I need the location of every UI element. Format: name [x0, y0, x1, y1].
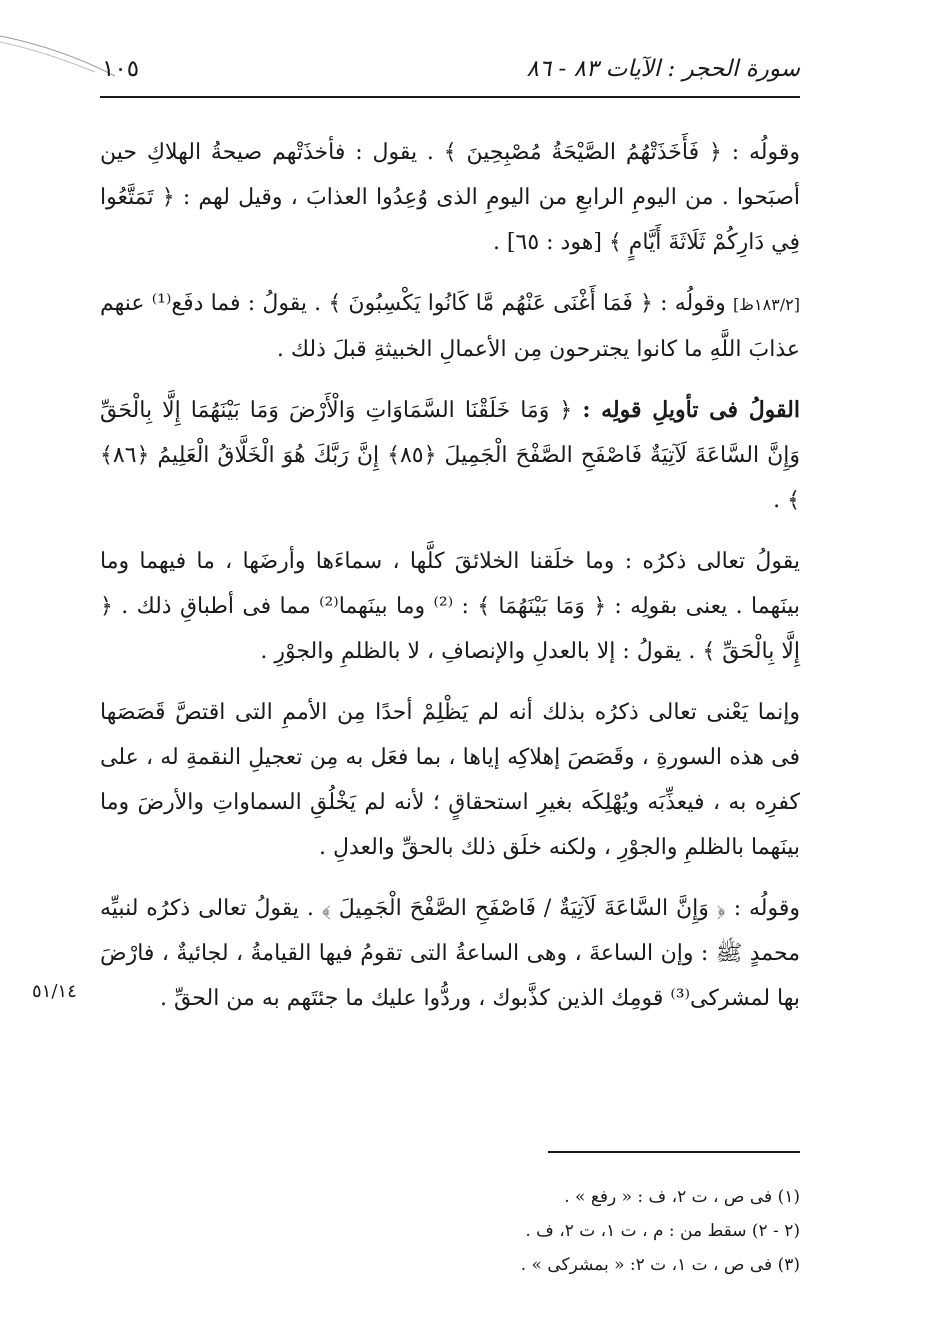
paragraph: [100, 281, 800, 372]
main-text: [100, 130, 800, 1037]
paragraph: [100, 539, 800, 674]
paragraph-text: وقولُه : ﴿ وَإِنَّ السَّاعَةَ لَآتِيَةٌ / فَاصْفَحِ الصَّفْحَ الْجَمِيلَ ﴾ . يقولُ تعالى ذكرُه لنبيِّه محمدٍ ﷺ : وإن الساعةَ ، وهى الساعةُ التى تقومُ فيها القيامةُ ، لجائيةٌ ، فارْضَ بها لمشركى⁽³⁾ قومِك الذين كذَّبوك ، وردُّوا عليك ما جئتَهم به من الحقِّ .: [100, 896, 800, 1011]
paragraph: [100, 886, 800, 1021]
paragraph-text: وقولُه : ﴿ فَأَخَذَتْهُمُ الصَّيْحَةُ مُصْبِحِينَ ﴾ . يقول : فأخذَتْهم صيحةُ الهلاكِ حين أصبَحوا . من اليومِ الرابعِ من اليومِ الذى وُعِدُوا العذابَ ، وقيل لهم : ﴿ تَمَتَّعُوا فِي دَارِكُمْ ثَلَاثَةَ أَيَّامٍ ﴾ [هود : ٦٥] .: [100, 140, 800, 255]
paragraph-text: وإنما يَعْنى تعالى ذكرُه بذلك أنه لم يَظْلِمْ أحدًا مِن الأممِ التى اقتصَّ قَصَصَها فى هذه السورةِ ، وقَصَصَ إهلاكِه إياها ، بما فعَل به مِن تعجيلِ النقمةِ له ، على كفرِه به ، فيعذِّبَه ويُهْلِكَه بغيرِ استحقاقٍ ؛ لأنه لم يَخْلُقِ السماواتِ والأرضَ وما بينَهما بالظلمِ والجوْرِ ، ولكنه خلَق ذلك بالحقِّ والعدلِ .: [100, 700, 800, 860]
footnote: (٢ - ٢) سقط من : م ، ت ١، ت ٢، ف .: [525, 1221, 800, 1241]
margin-reference: ٥١/١٤: [32, 981, 77, 1002]
paragraph-text: وقولُه : ﴿ فَمَا أَغْنَى عَنْهُم مَّا كَانُوا يَكْسِبُونَ ﴾ . يقولُ : فما دفَع⁽¹⁾ عنهم عذابَ اللَّهِ ما كانوا يجترحون مِن الأعمالِ الخبيثةِ قبلَ ذلك .: [100, 291, 800, 362]
header-title: سورة الحجر : الآيات ٨٣ - ٨٦: [526, 56, 800, 82]
running-header: [100, 52, 800, 92]
paragraph: [100, 130, 800, 265]
paragraph: [100, 388, 800, 523]
section-heading-label: القولُ فى تأويلِ قولِه :: [582, 397, 800, 423]
paragraph-text: ﴿ وَمَا خَلَقْنَا السَّمَاوَاتِ وَالْأَرْضَ وَمَا بَيْنَهُمَا إِلَّا بِالْحَقِّ وَإِنَّ السَّاعَةَ لَآتِيَةٌ فَاصْفَحِ الصَّفْحَ الْجَمِيلَ ﴿٨٥﴾ إِنَّ رَبَّكَ هُوَ الْخَلَّاقُ الْعَلِيمُ ﴿٨٦﴾ ﴾ .: [100, 398, 801, 513]
footnote-rule: [548, 1151, 800, 1153]
manuscript-reference: [١٨٣/٢ظ]: [732, 295, 800, 314]
paragraph: [100, 690, 800, 870]
paragraph-text: يقولُ تعالى ذكرُه : وما خلَقنا الخلائقَ كلَّها ، سماءَها وأرضَها ، ما فيهما وما بينَهما . يعنى بقولِه : ﴿ وَمَا بَيْنَهُمَا ﴾ : ⁽²⁾ وما بينَهما⁽²⁾ مما فى أطباقِ ذلك . ﴿ إِلَّا بِالْحَقِّ ﴾ . يقولُ : إلا بالعدلِ والإنصافِ ، لا بالظلمِ والجوْرِ .: [100, 549, 800, 664]
paragraph-body: [100, 281, 800, 372]
paragraph-body: [100, 388, 800, 523]
footnote: (١) فى ص ، ت ٢، ف : « رفع » .: [564, 1187, 800, 1207]
footnote: (٣) فى ص ، ت ١، ت ٢: « بمشركى » .: [520, 1255, 800, 1275]
header-rule: [100, 96, 800, 98]
page-number: ١٠٥: [102, 56, 140, 82]
footnotes: [100, 1180, 800, 1282]
